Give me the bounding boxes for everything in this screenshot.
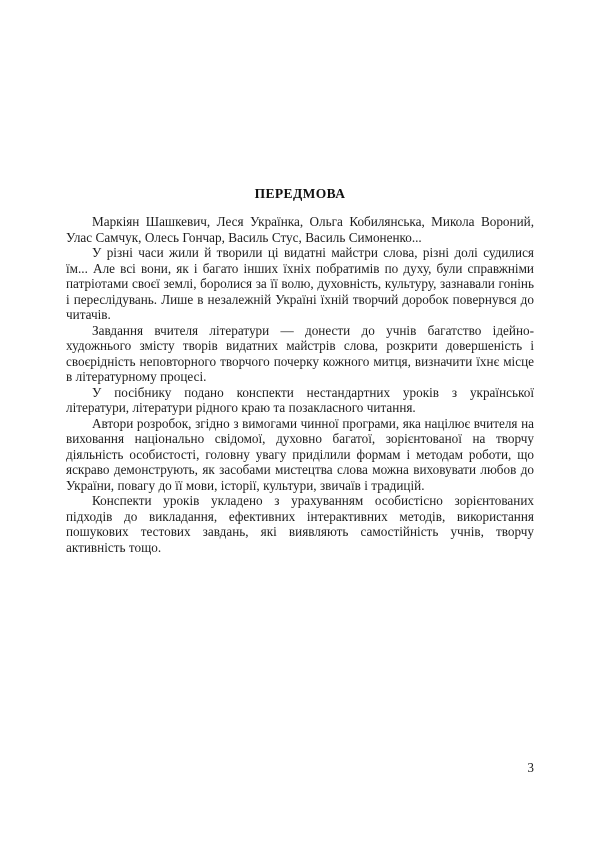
page-number: 3 [527, 760, 534, 775]
page-content [66, 186, 534, 555]
body-paragraph: У посібнику подано конспекти нестандартних уроків з української літератури, літератури рідного краю та позакласного читання. [66, 384, 534, 415]
body-paragraph: Завдання вчителя літератури — донести до учнів багатство ідейно-художнього змісту творів видатних майстрів слова, розкрити довершеність і своєрідність неповторного творчого почерку кожного митця, визначити їхнє місце в літературному процесі. [66, 322, 534, 384]
body-paragraph: У різні часи жили й творили ці видатні майстри слова, різні долі судилися їм... Але всі вони, як і багато інших їхніх побратимів по духу, були справжніми патріотами своєї землі, боролися за її волю, духовність, культуру, зазнавали гонінь і переслідувань. Лише в незалежній Україні їхній творчий доробок повернувся до читачів. [66, 245, 534, 322]
body-paragraph: Конспекти уроків укладено з урахуванням особистісно зорієнтованих підходів до викладання, ефективних інтерактивних методів, використання пошукових тестових завдань, які виявляють самостійність учнів, творчу активність тощо. [66, 493, 534, 555]
page-title: ПЕРЕДМОВА [254, 186, 346, 201]
body-paragraph: Маркіян Шашкевич, Леся Українка, Ольга Кобилянська, Микола Вороний, Улас Самчук, Олесь Гончар, Василь Стус, Василь Симоненко... [66, 214, 534, 245]
body-paragraph: Автори розробок, згідно з вимогами чинної програми, яка націлює вчителя на виховання національно свідомої, духовно багатої, зорієнтованої на творчу діяльність особистості, головну увагу приділили формам і методам роботи, що яскраво демонструють, як засобами мистецтва слова можна виховувати любов до України, повагу до її мови, історії, культури, звичаїв і традицій. [66, 415, 534, 493]
